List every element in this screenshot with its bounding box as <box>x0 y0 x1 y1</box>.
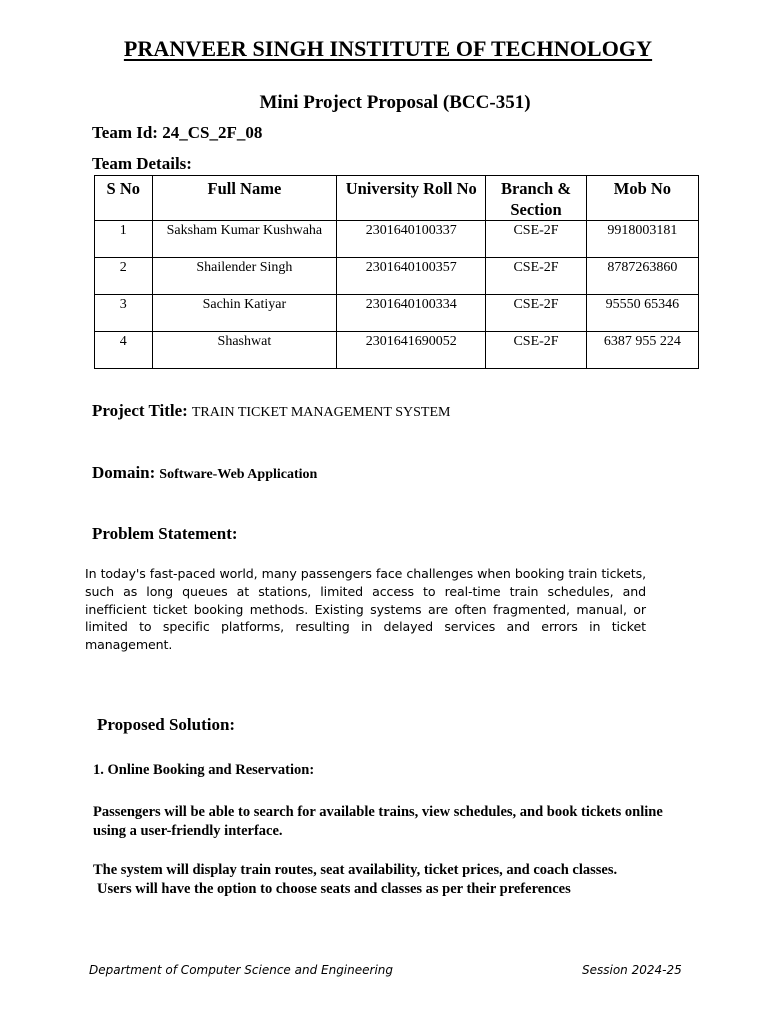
domain-label: Domain: <box>92 463 156 482</box>
proposal-subtitle: Mini Project Proposal (BCC-351) <box>259 92 531 113</box>
table-cell: CSE-2F <box>486 221 587 258</box>
solution-paragraph-2-line-1: The system will display train routes, seat availability, ticket prices, and coach classes. <box>93 862 618 878</box>
table-row <box>95 332 699 369</box>
project-title-label: Project Title: <box>92 401 188 420</box>
table-cell: 1 <box>95 221 153 258</box>
table-cell: 2301641690052 <box>337 332 486 369</box>
table-cell: CSE-2F <box>486 258 587 295</box>
solution-item-heading: 1. Online Booking and Reservation: <box>93 762 315 778</box>
table-row <box>95 258 699 295</box>
table-header-row <box>95 176 699 221</box>
column-header: Branch & Section <box>486 176 587 221</box>
table-row <box>95 221 699 258</box>
project-title <box>92 401 450 421</box>
table-cell: 2301640100334 <box>337 295 486 332</box>
solution-heading: Proposed Solution: <box>97 715 236 734</box>
column-header: S No <box>95 176 153 221</box>
column-header: Mob No <box>586 176 698 221</box>
team-id <box>92 123 262 143</box>
project-title-value: TRAIN TICKET MANAGEMENT SYSTEM <box>191 405 451 420</box>
team-id-value: 24_CS_2F_08 <box>162 123 263 142</box>
table-cell: Shailender Singh <box>152 258 337 295</box>
column-header: University Roll No <box>337 176 486 221</box>
footer-department: Department of Computer Science and Engineering <box>89 963 394 977</box>
table-cell: 9918003181 <box>586 221 698 258</box>
table-cell: 2301640100337 <box>337 221 486 258</box>
table-cell: 3 <box>95 295 153 332</box>
footer-session: Session 2024-25 <box>582 963 682 977</box>
table-cell: CSE-2F <box>486 332 587 369</box>
table-cell: 2301640100357 <box>337 258 486 295</box>
problem-text: In today's fast-paced world, many passengers face challenges when booking train tickets, such as long queues at stations, limited access to real-time train schedules, and inefficient ticket booking methods. Existing systems are often fragmented, manual, or limited to specific platforms, resulting in delayed services and errors in ticket management. <box>85 566 646 653</box>
table-cell: Shashwat <box>152 332 337 369</box>
table-cell: Sachin Katiyar <box>152 295 337 332</box>
table-cell: 95550 65346 <box>586 295 698 332</box>
project-domain <box>92 463 317 483</box>
table-cell: 4 <box>95 332 153 369</box>
table-cell: 8787263860 <box>586 258 698 295</box>
team-id-label: Team Id: <box>92 123 158 142</box>
solution-paragraph-2 <box>93 861 673 899</box>
table-cell: CSE-2F <box>486 295 587 332</box>
table-cell: 6387 955 224 <box>586 332 698 369</box>
table-row <box>95 295 699 332</box>
institute-title: PRANVEER SINGH INSTITUTE OF TECHNOLOGY <box>123 36 653 61</box>
solution-paragraph-2-line-2: Users will have the option to choose seats and classes as per their preferences <box>97 881 571 897</box>
domain-value: Software-Web Application <box>159 467 318 482</box>
team-details-label: Team Details: <box>92 154 192 173</box>
team-table <box>94 175 699 369</box>
column-header: Full Name <box>152 176 337 221</box>
table-cell: 2 <box>95 258 153 295</box>
solution-paragraph-1: Passengers will be able to search for available trains, view schedules, and book tickets online using a user-friendly interface. <box>93 804 663 839</box>
table-cell: Saksham Kumar Kushwaha <box>152 221 337 258</box>
problem-heading: Problem Statement: <box>92 524 238 543</box>
